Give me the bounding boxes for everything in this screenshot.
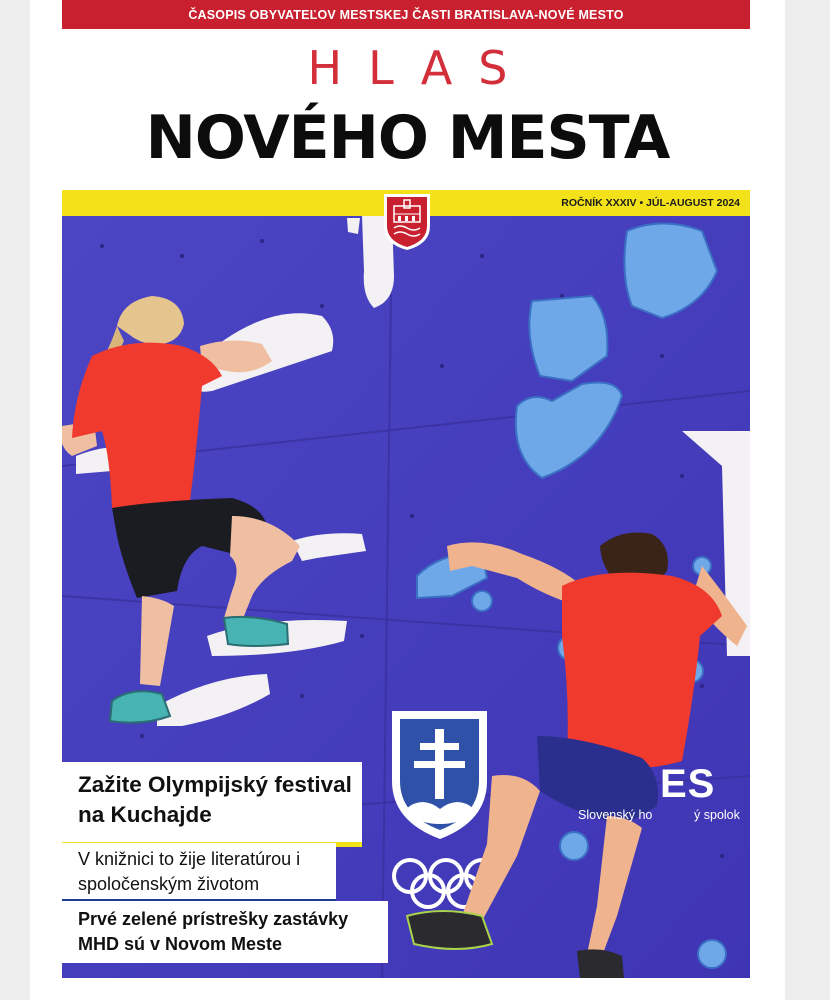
masthead-title-top: HLAS	[307, 41, 534, 95]
issue-info: ROČNÍK XXXIV • JÚL-AUGUST 2024	[561, 197, 740, 209]
coat-of-arms-icon	[382, 192, 432, 252]
headline-story[interactable]	[62, 762, 362, 847]
story-teaser-bus-shelters-title: Prvé zelené prístrešky zastávky MHD sú v Novom Meste	[78, 909, 349, 954]
story-teaser-library-title: V knižnici to žije literatúrou i spoločenským životom	[78, 849, 301, 894]
masthead-title: NOVÉHO MESTA	[145, 103, 670, 173]
headline-story-title: Zažite Olympijský festival na Kuchajde	[78, 772, 352, 827]
wall-lettering: ES	[660, 762, 716, 806]
story-teaser-bus-shelters[interactable]	[62, 901, 388, 963]
magazine-cover-page	[30, 0, 785, 1000]
story-teaser-library[interactable]	[62, 843, 336, 901]
tagline-bar	[62, 0, 750, 29]
wall-sublettering: Slovenský ho ý spolok	[578, 808, 740, 822]
tagline: ČASOPIS OBYVATEĽOV MESTSKEJ ČASTI BRATISLAVA-NOVÉ MESTO	[188, 7, 624, 22]
